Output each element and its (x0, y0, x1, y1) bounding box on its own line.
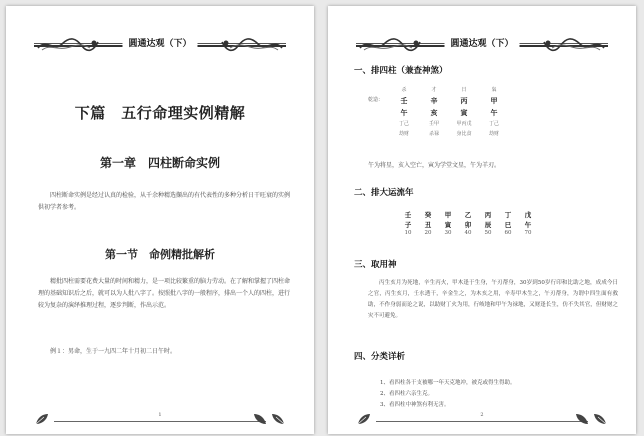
heading-analysis: 四、分类详析 (354, 352, 406, 362)
dayun-cell: 巳 (504, 221, 512, 229)
bazi-cell: 枭 (491, 87, 497, 93)
dayun-cell: 午 (524, 221, 532, 229)
bazi-cell: 劫财 (398, 131, 409, 137)
bazi-cell: 丁己 (488, 121, 499, 127)
bazi-cell: 午 (400, 108, 408, 117)
dayun-cell: 60 (504, 230, 512, 236)
list-item: 2、看四柱六亲生克。 (380, 391, 433, 397)
bazi-cell: 寅 (460, 108, 468, 117)
list-item: 3、看四柱中神煞有利无害。 (380, 402, 450, 408)
dragon-ornament-icon (36, 36, 100, 54)
bazi-table (368, 86, 588, 140)
leaf-ornament-icon (356, 412, 372, 426)
leaf-ornament-icon (592, 412, 608, 426)
bazi-cell: 劫财 (488, 131, 499, 137)
bazi-cell: 壬 (400, 96, 408, 105)
header-title: 圆通达观（下） (444, 36, 519, 49)
leaf-ornament-icon (270, 412, 286, 426)
dayun-cell: 戊 (524, 211, 532, 219)
bazi-cell: 日 (461, 87, 467, 93)
bazi-label: 乾造： (368, 97, 384, 103)
bazi-cell: 午 (490, 108, 498, 117)
page-footer (356, 412, 608, 426)
page-header (34, 34, 286, 56)
dayun-cell: 30 (444, 230, 452, 236)
dayun-cell: 乙 (464, 211, 472, 219)
leaf-ornament-icon (34, 412, 50, 426)
bazi-cell: 杀 (401, 87, 407, 93)
leaf-ornament-icon (574, 412, 590, 426)
yongshen-paragraph: 丙生亥月为死地，辛生丙火，甲木逢于生身，午刃帮身，30岁到50岁行印和比助之地，成成今日之官，丙生亥月，壬水透干，辛金生之，为木亥之用，辛寿甲木生之，午刃帮身，为谓中四生面有救助，不作身弱而论之说，以助财丁火为用，行岐地和甲午为禄地，又财逢长生，仿不失其官，但财财之灾不可避免。 (368, 280, 618, 319)
left-page (6, 6, 314, 434)
section-title: 第一节 命例精批解析 (105, 248, 215, 261)
page-header (356, 34, 608, 56)
analysis-list (380, 378, 516, 411)
footer-rule (54, 421, 266, 422)
dayun-stems-row (396, 210, 576, 220)
bazi-cell: 杀禄 (428, 131, 439, 137)
section-paragraph: 精批四柱需要花费大量的时间和精力，是一项比较繁重的脑力劳动。在了解和掌握了四柱命理的基础知识后之后，就可以为人批八字了。按照批八字的一般程序，排出一个人的四柱，进行较为复杂的演绎推理过程，逐步判断，作出示范。 (38, 278, 291, 309)
dragon-ornament-icon (220, 36, 284, 54)
dayun-cell: 70 (524, 230, 532, 236)
dayun-cell: 甲 (444, 211, 452, 219)
example-paragraph: 例１：男命，生于一九四二年十月初二日午时。 (50, 348, 177, 355)
footer-rule (376, 421, 588, 422)
bazi-stars-row (368, 130, 588, 140)
right-page (328, 6, 636, 434)
bazi-gods-row (368, 86, 588, 96)
part-title: 下篇 五行命理实例精解 (74, 104, 246, 122)
heading-yongshen: 三、取用神 (354, 260, 397, 270)
bazi-cell: 身比食 (456, 131, 472, 137)
leaf-ornament-icon (252, 412, 268, 426)
page-number: 1 (155, 412, 164, 418)
page-footer (34, 412, 286, 426)
dayun-cell: 40 (464, 230, 472, 236)
dayun-cell: 20 (424, 230, 432, 236)
dayun-cell: 子 (404, 221, 412, 229)
dayun-cell: 卯 (464, 221, 472, 229)
bazi-cell: 甲丙戊 (456, 121, 472, 127)
bazi-cell: 亥 (430, 108, 438, 117)
dayun-cell: 10 (404, 230, 412, 236)
dayun-cell: 壬 (404, 211, 412, 219)
dragon-ornament-icon (358, 36, 422, 54)
page-number: 2 (477, 412, 486, 418)
list-item: 1、看四柱各干支被哪一年天克地冲，被克或得生得助。 (380, 380, 516, 386)
bazi-cell: 才 (431, 87, 437, 93)
header-title: 圆通达观（下） (122, 36, 197, 49)
bazi-hidden-row (368, 120, 588, 130)
bazi-cell: 丙 (460, 96, 468, 105)
heading-pillars: 一、排四柱（兼查神煞） (354, 66, 448, 76)
bazi-cell: 丁己 (398, 121, 409, 127)
intro-paragraph: 四柱断命实例是经过认真的检验，从千余种精选撷出的有代表性的多种分析日干旺衰的实例供初学者参考。 (38, 192, 291, 211)
dayun-table (396, 210, 576, 240)
dayun-cell: 丙 (484, 211, 492, 219)
dayun-cell: 丁 (504, 211, 512, 219)
dayun-branches-row (396, 220, 576, 230)
bazi-cell: 壬甲 (428, 121, 439, 127)
bazi-cell: 甲 (490, 96, 498, 105)
dayun-cell: 50 (484, 230, 492, 236)
heading-dayun: 二、排大运流年 (354, 188, 414, 198)
bazi-cell: 辛 (430, 96, 438, 105)
dayun-cell: 寅 (444, 221, 452, 229)
dayun-cell: 丑 (424, 221, 432, 229)
dragon-ornament-icon (542, 36, 606, 54)
bazi-stems-row (368, 96, 588, 108)
shensha-note: 午为将星，亥入空亡，寅为学堂文星，午为羊刃。 (368, 162, 501, 169)
bazi-branches-row (368, 108, 588, 120)
dayun-ages-row (396, 230, 576, 240)
dayun-cell: 癸 (424, 211, 432, 219)
chapter-title: 第一章 四柱断命实例 (99, 156, 220, 170)
dayun-cell: 辰 (484, 221, 492, 229)
